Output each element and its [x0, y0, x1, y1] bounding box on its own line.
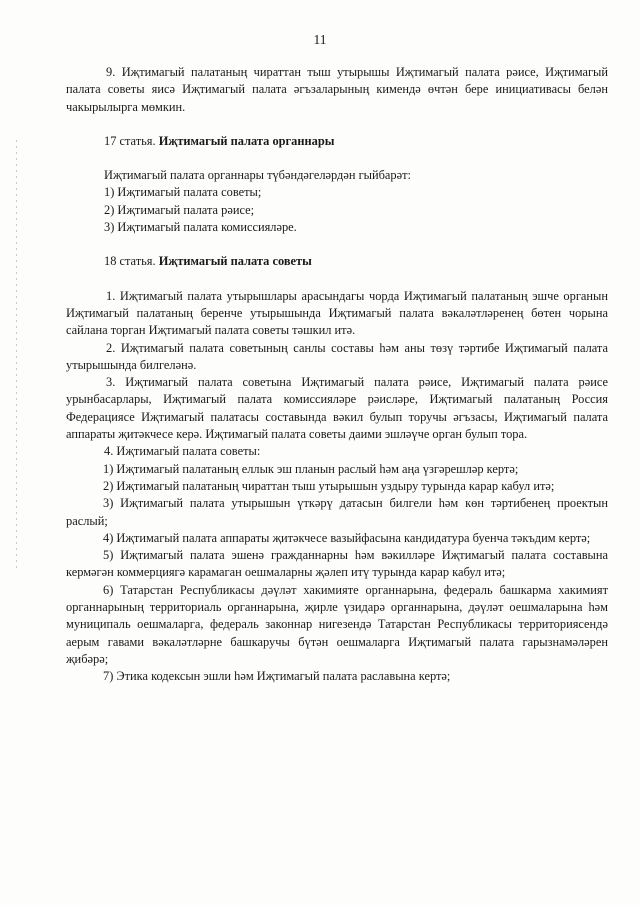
article-18-title: Иҗтимагый палата советы [158, 254, 312, 269]
duty-item: 3) Иҗтимагый палата утырышын үткәрү датасын билгели һәм көн тәртибенең проектын раслый; [66, 496, 608, 528]
list-item: 2) Иҗтимагый палата рәисе; [104, 202, 255, 217]
article-17-intro: Иҗтимагый палата органнары түбәндәгеләрдән гыйбарәт: [104, 168, 411, 183]
article-17-prefix: 17 статья. [104, 133, 159, 148]
document-body [66, 64, 608, 686]
article-17-heading [66, 133, 608, 150]
duty-item: 6) Татарстан Республикасы дәүләт хакимияте органнарына, федераль башкарма хакимият органнарының территориаль органнарына, җирле үзидарә органнарына, дәүләт оешмаларына һәм муниципаль оешмаларга, федераль законнар нигезендә Татарстан Республикасы территориясендә аерым гавами вәкаләтләрне башкаручы бүтән оешмаларга Иҗтимагый палата гарызнамәләрен җибәрә; [66, 582, 608, 666]
paragraph-9: 9. Иҗтимагый палатаның чираттан тыш утырышы Иҗтимагый палата рәисе, Иҗтимагый палата советы яисә Иҗтимагый палата әгъзаларының кимендә өчтән бере инициативасы белән чакырылырга мөмкин. [66, 65, 608, 114]
article-18-paragraph-3: 3. Иҗтимагый палата советына Иҗтимагый палата рәисе, Иҗтимагый палата рәисе урынбасарлары, Иҗтимагый палата комиссияләре рәисләре, Иҗтимагый палатаның Россия Федерациясе Иҗтимагый палатасы составында вәкил булып торучы әгъзасы, Иҗтимагый палата аппараты җитәкчесе керә. Иҗтимагый палата советы даими эшләүче орган булып тора. [66, 375, 608, 442]
duty-item: 7) Этика кодексын эшли һәм Иҗтимагый палата раславына кертә; [103, 669, 451, 684]
article-18-paragraph-2: 2. Иҗтимагый палата советының санлы составы һәм аны төзү тәртибе Иҗтимагый палата утырышында билгеләнә. [66, 340, 608, 372]
scan-margin-mark [16, 140, 17, 570]
duty-item: 1) Иҗтимагый палатаның еллык эш планын раслый һәм аңа үзгәрешләр кертә; [103, 461, 519, 476]
duty-item: 4) Иҗтимагый палата аппараты җитәкчесе вазыйфасына кандидатура буенча тәкъдим кертә; [103, 530, 591, 545]
page-number: 11 [313, 32, 327, 47]
duty-item: 2) Иҗтимагый палатаның чираттан тыш утырышын уздыру турында карар кабул итә; [103, 478, 555, 493]
article-18-prefix: 18 статья. [104, 254, 159, 269]
article-17-title: Иҗтимагый палата органнары [158, 133, 335, 148]
duty-item: 5) Иҗтимагый палата эшенә гражданнарны һәм вәкилләре Иҗтимагый палата составына кермәгән коммерциягә карамаган оешмаларны җәлеп итү турында карар кабул итә; [66, 548, 608, 580]
list-item: 3) Иҗтимагый палата комиссияләре. [104, 220, 297, 235]
article-18-paragraph-1: 1. Иҗтимагый палата утырышлары арасындагы чорда Иҗтимагый палатаның эшче органын Иҗтимагый палатаның беренче утырышында Иҗтимагый палата вәкаләтләренең бөтен чорына сайлана торган Иҗтимагый палата советы тәшкил итә. [66, 288, 608, 338]
list-item: 1) Иҗтимагый палата советы; [104, 185, 262, 200]
article-18-heading [66, 253, 608, 270]
article-18-paragraph-4: 4. Иҗтимагый палата советы: [104, 444, 261, 459]
